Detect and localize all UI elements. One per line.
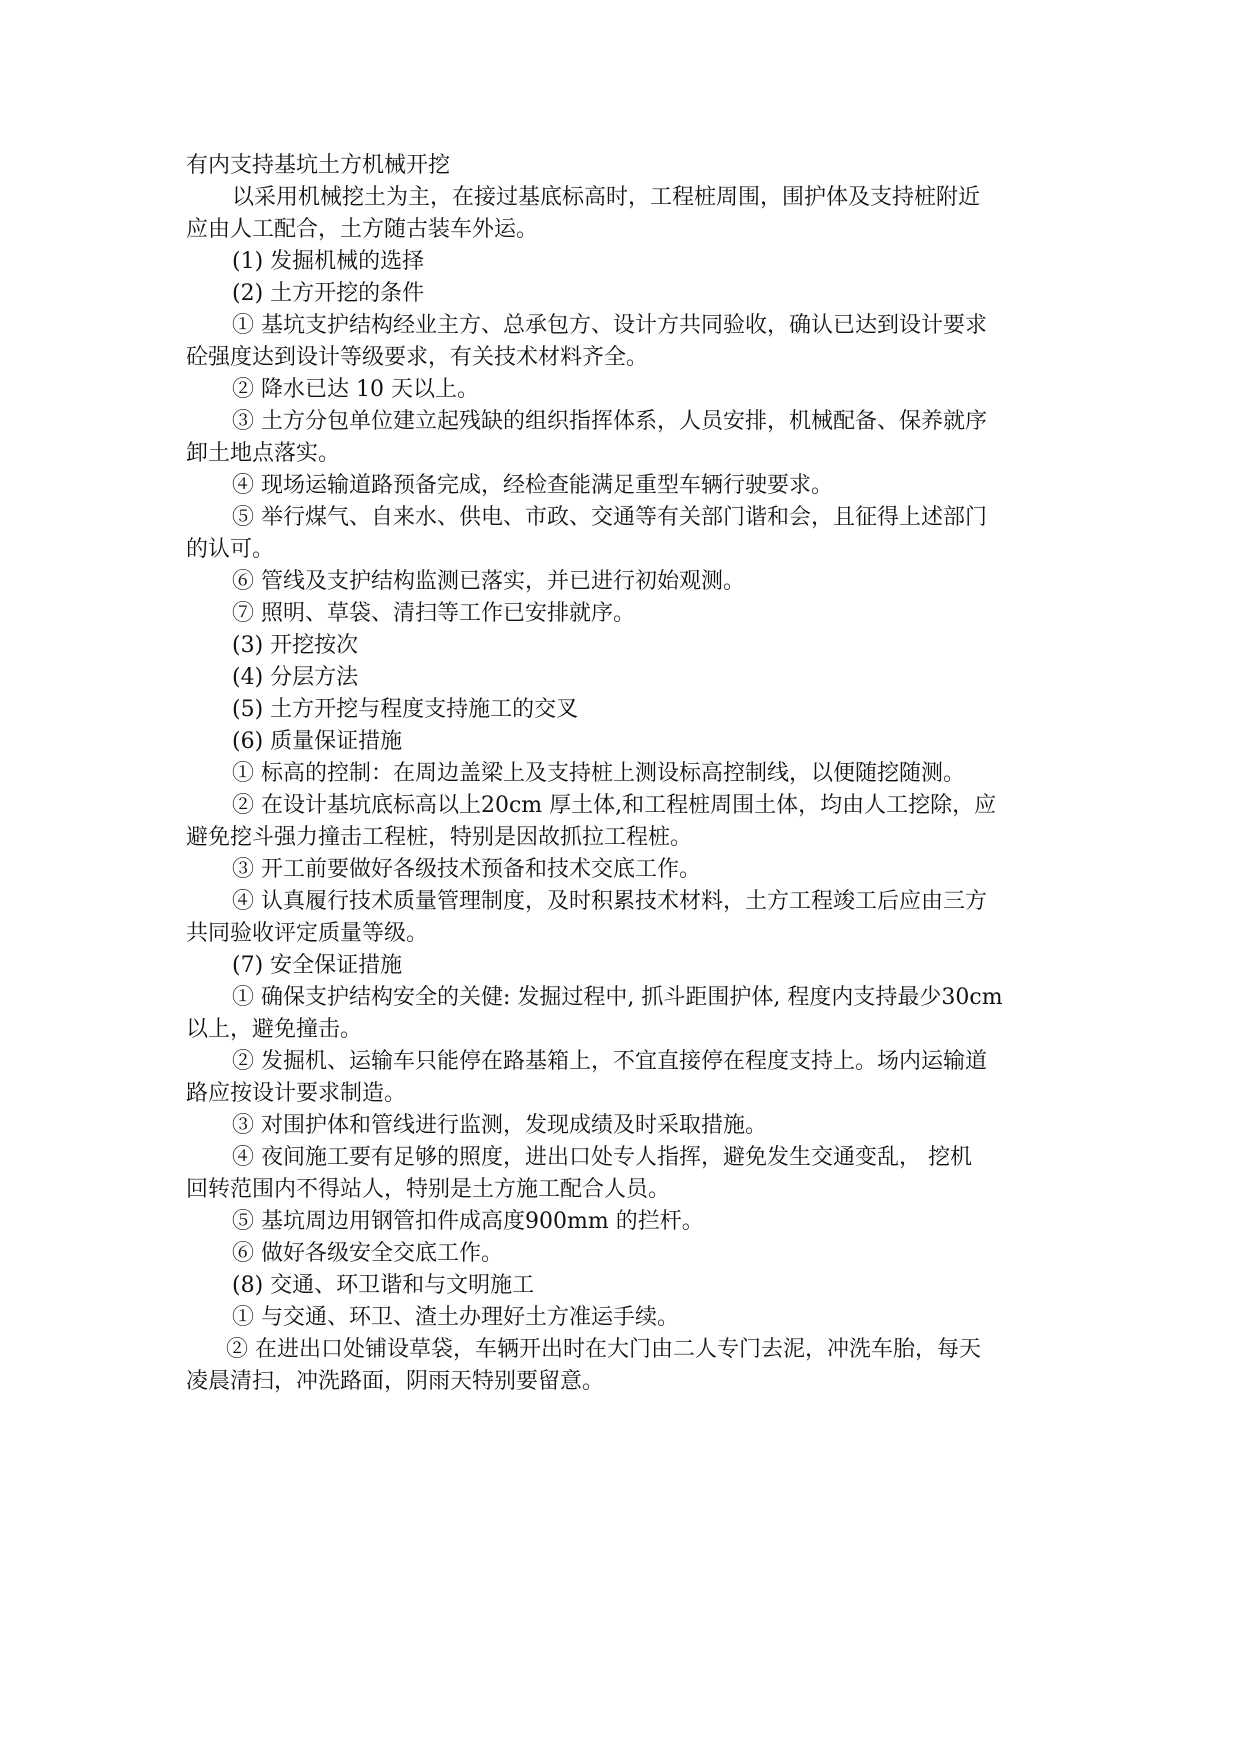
paragraph-line: (4) 分层方法 [232, 665, 359, 690]
paragraph-line: (5) 土方开挖与程度支持施工的交叉 [232, 697, 579, 722]
paragraph-line: (6) 质量保证措施 [232, 729, 403, 754]
paragraph-line: ⑦ 照明、草袋、清扫等工作已安排就序。 [232, 601, 635, 626]
paragraph-line: ④ 现场运输道路预备完成，经检查能满足重型车辆行驶要求。 [232, 473, 833, 498]
document-title: 有内支持基坑土方机械开挖 [186, 153, 451, 178]
paragraph-line: ⑥ 管线及支护结构监测已落实，并已进行初始观测。 [232, 569, 745, 594]
paragraph-line: 应由人工配合，土方随古装车外运。 [186, 217, 539, 242]
paragraph-line: (1) 发掘机械的选择 [232, 249, 425, 274]
paragraph-line: (3) 开挖按次 [232, 633, 359, 658]
paragraph-line: ① 与交通、环卫、渣土办理好土方准运手续。 [232, 1305, 679, 1330]
paragraph-line: ③ 对围护体和管线进行监测，发现成绩及时采取措施。 [232, 1113, 767, 1138]
paragraph-line: 以采用机械挖土为主，在接过基底标高时，工程桩周围，围护体及支持桩附近 [232, 185, 981, 210]
paragraph-line: ⑤ 基坑周边用钢管扣件成高度900mm 的拦杆。 [232, 1209, 704, 1234]
paragraph-line: 凌晨清扫，冲洗路面，阴雨天特别要留意。 [186, 1369, 605, 1394]
paragraph-line: ① 确保支护结构安全的关健: 发掘过程中, 抓斗距围护体, 程度内支持最少30cm [232, 985, 1003, 1010]
paragraph-line: 的认可。 [186, 537, 275, 562]
paragraph-line: ⑥ 做好各级安全交底工作。 [232, 1241, 503, 1266]
paragraph-line: 共同验收评定质量等级。 [186, 921, 429, 946]
paragraph-line: ② 在设计基坑底标高以上20cm 厚土体,和工程桩周围土体，均由人工挖除，应 [232, 793, 997, 818]
paragraph-line: 回转范围内不得站人，特别是土方施工配合人员。 [186, 1177, 671, 1202]
paragraph-line: ④ 夜间施工要有足够的照度，进出口处专人指挥，避免发生交通变乱， 挖机 [232, 1145, 972, 1170]
paragraph-line: (8) 交通、环卫谐和与文明施工 [232, 1273, 535, 1298]
paragraph-line: ② 在进出口处铺设草袋，车辆开出时在大门由二人专门去泥，冲洗车胎，每天 [226, 1337, 981, 1362]
paragraph-line: ① 标高的控制：在周边盖梁上及支持桩上测设标高控制线，以便随挖随测。 [232, 761, 965, 786]
paragraph-line: (7) 安全保证措施 [232, 953, 403, 978]
paragraph-line: ⑤ 举行煤气、自来水、供电、市政、交通等有关部门谐和会，且征得上述部门 [232, 505, 987, 530]
paragraph-line: 卸土地点落实。 [186, 441, 341, 466]
paragraph-line: 路应按设计要求制造。 [186, 1081, 407, 1106]
paragraph-line: 以上，避免撞击。 [186, 1017, 363, 1042]
paragraph-line: ③ 土方分包单位建立起残缺的组织指挥体系，人员安排，机械配备、保养就序 [232, 409, 987, 434]
paragraph-line: ① 基坑支护结构经业主方、总承包方、设计方共同验收，确认已达到设计要求 [232, 313, 987, 338]
document-body [186, 182, 1096, 1398]
paragraph-line: ② 发掘机、运输车只能停在路基箱上，不宜直接停在程度支持上。场内运输道 [232, 1049, 987, 1074]
paragraph-line: (2) 土方开挖的条件 [232, 281, 425, 306]
paragraph-line: ④ 认真履行技术质量管理制度，及时积累技术材料，土方工程竣工后应由三方 [232, 889, 987, 914]
document-page [186, 150, 1096, 1398]
paragraph-line: 避免挖斗强力撞击工程桩，特别是因故抓拉工程桩。 [186, 825, 693, 850]
paragraph-line: ② 降水已达 10 天以上。 [232, 377, 479, 402]
paragraph-line: 砼强度达到设计等级要求，有关技术材料齐全。 [186, 345, 649, 370]
paragraph-line: ③ 开工前要做好各级技术预备和技术交底工作。 [232, 857, 701, 882]
